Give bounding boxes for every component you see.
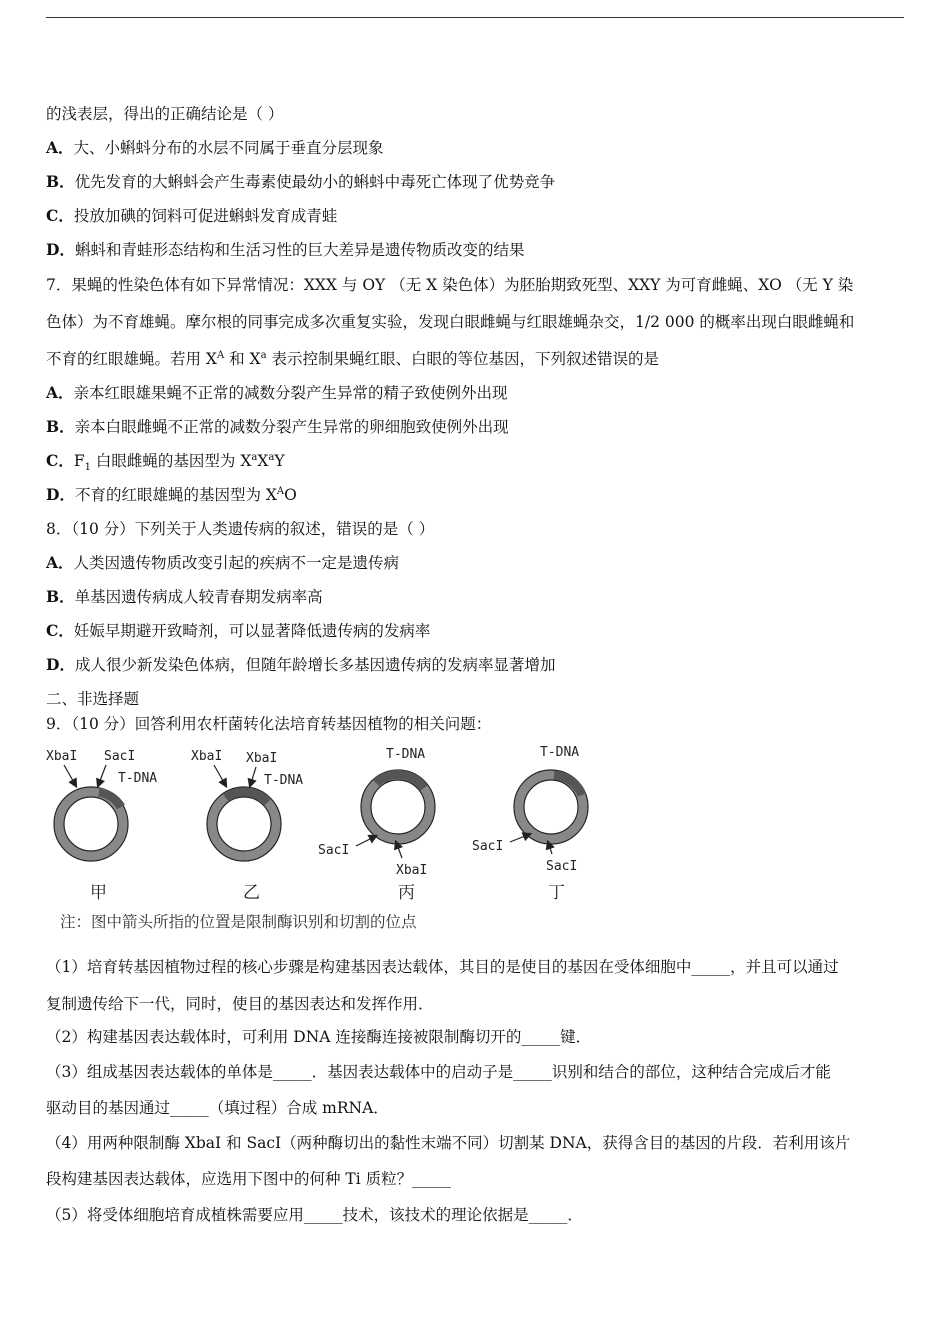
jia-label-saci: SacI [104, 749, 136, 764]
yi-label-xbai-1: XbaI [191, 749, 223, 764]
q9-part5: （5）将受体细胞培育成植株需要应用_____技术，该技术的理论依据是_____． [46, 1206, 583, 1224]
yi-label-tdna: T-DNA [264, 773, 304, 788]
jia-caption: 甲 [90, 883, 107, 903]
q7-stem-line3: 不育的红眼雄蝇。若用 $X^A$ 和 $X^a$ 表示控制果蝇红眼、白眼的等位基因，下列叙述错误的是 [46, 349, 659, 368]
bing-label-xbai: XbaI [396, 863, 428, 878]
q8-option-c: C．妊娠早期避开致畸剂，可以显著降低遗传病的发病率 [46, 621, 431, 640]
q7-option-c: C．$F_1$ 白眼雌蝇的基因型为 $X^aX^aY$ [46, 451, 285, 471]
ding-label-saci-2: SacI [546, 859, 578, 874]
plasmid-bing [318, 747, 435, 903]
q6-option-d: D．蝌蚪和青蛙形态结构和生活习性的巨大差异是遗传物质改变的结果 [46, 240, 525, 259]
q7-stem-line2: 色体）为不育雄蝇。摩尔根的同事完成多次重复实验，发现白眼雌蝇与红眼雄蝇杂交，1/2 000 的概率出现白眼雌蝇和 [46, 313, 855, 331]
plasmid-diagram [46, 740, 594, 936]
q6-option-b: B．优先发育的大蝌蚪会产生毒素使最幼小的蝌蚪中毒死亡体现了优势竞争 [46, 172, 556, 191]
q6-option-c: C．投放加碘的饲料可促进蝌蚪发育成青蛙 [46, 206, 338, 225]
header-rule [46, 17, 904, 18]
ding-label-saci-1: SacI [472, 839, 504, 854]
q7-option-b: B．亲本白眼雌蝇不正常的减数分裂产生异常的卵细胞致使例外出现 [46, 417, 509, 436]
q9-part1-line1: （1）培育转基因植物过程的核心步骤是构建基因表达载体，其目的是使目的基因在受体细胞中_____，并且可以通过 [46, 958, 839, 976]
q8-option-a: A．人类因遗传物质改变引起的疾病不一定是遗传病 [46, 553, 400, 572]
q7-stem-line1: 7．果蝇的性染色体有如下异常情况：XXX 与 OY （无 X 染色体）为胚胎期致死型、XXY 为可育雌蝇、XO （无 Y 染 [46, 276, 854, 294]
section-heading: 二、非选择题 [46, 690, 140, 708]
ding-caption: 丁 [548, 883, 565, 903]
q9-part1-line2: 复制遗传给下一代，同时，使目的基因表达和发挥作用． [46, 995, 434, 1013]
q6-option-a: A．大、小蝌蚪分布的水层不同属于垂直分层现象 [46, 138, 384, 157]
q8-option-d: D．成人很少新发染色体病，但随年龄增长多基因遗传病的发病率显著增加 [46, 655, 556, 674]
q7-option-a: A．亲本红眼雄果蝇不正常的减数分裂产生异常的精子致使例外出现 [46, 383, 508, 402]
jia-label-xbai: XbaI [46, 749, 78, 764]
plasmid-yi [191, 749, 303, 903]
figure-note: 注：图中箭头所指的位置是限制酶识别和切割的位点 [60, 913, 417, 931]
q8-option-b: B．单基因遗传病成人较青春期发病率高 [46, 587, 323, 606]
yi-label-xbai-2: XbaI [246, 751, 278, 766]
ding-label-tdna: T-DNA [540, 745, 580, 760]
q9-part2: （2）构建基因表达载体时，可利用 DNA 连接酶连接被限制酶切开的_____键． [46, 1028, 592, 1046]
q9-stem: 9．（10 分）回答利用农杆菌转化法培育转基因植物的相关问题： [46, 715, 492, 733]
jia-label-tdna: T-DNA [118, 771, 158, 786]
yi-caption: 乙 [243, 883, 260, 903]
q8-stem: 8．（10 分）下列关于人类遗传病的叙述，错误的是（ ） [46, 520, 435, 538]
q6-stem-tail: 的浅表层，得出的正确结论是（ ） [46, 105, 284, 123]
bing-caption: 丙 [398, 883, 415, 903]
q9-part4-line1: （4）用两种限制酶 XbaI 和 SacI（两种酶切出的黏性末端不同）切割某 DNA，获得含目的基因的片段．若利用该片 [46, 1134, 851, 1152]
q9-part3-line2: 驱动目的基因通过_____（填过程）合成 mRNA． [46, 1099, 389, 1117]
plasmid-figure [46, 740, 594, 936]
q9-part4-line2: 段构建基因表达载体，应选用下图中的何种 Ti 质粒？_____ [46, 1170, 451, 1188]
bing-label-saci: SacI [318, 843, 350, 858]
bing-label-tdna: T-DNA [386, 747, 426, 762]
plasmid-jia [46, 749, 157, 903]
q7-option-d: D．不育的红眼雄蝇的基因型为 $X^AO$ [46, 485, 297, 504]
q9-part3-line1: （3）组成基因表达载体的单体是_____．基因表达载体中的启动子是_____识别和结合的部位，这种结合完成后才能 [46, 1063, 831, 1081]
plasmid-ding [472, 745, 588, 903]
